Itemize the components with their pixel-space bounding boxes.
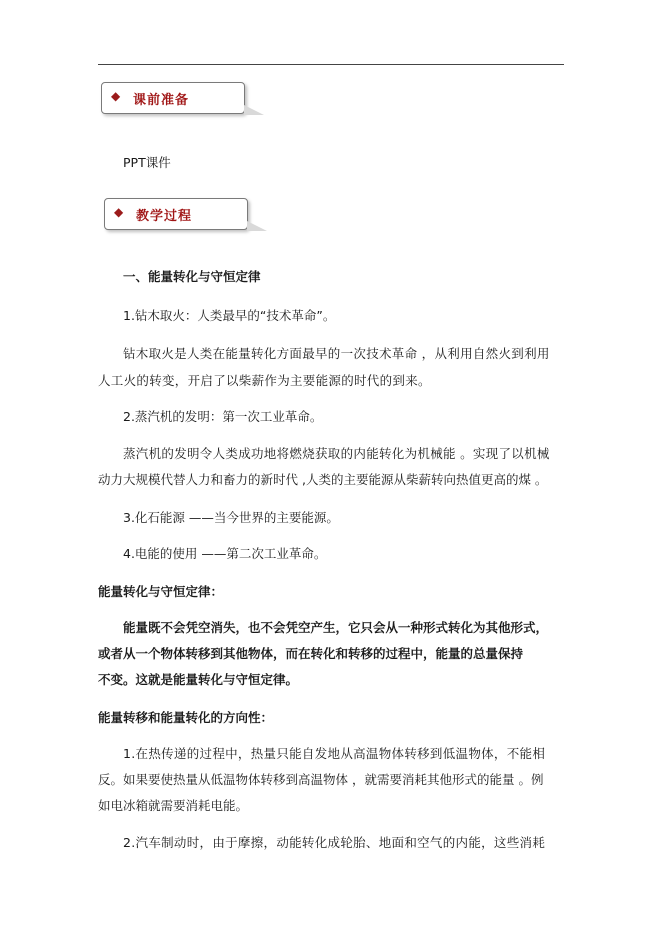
- law-line: 或者从一个物体转移到其他物体，而在转化和转移的过程中，能量的总量保持: [98, 646, 524, 661]
- law-line: 不变。这就是能量转化与守恒定律。: [98, 672, 299, 687]
- paragraph-line: 1.在热传递的过程中，热量只能自发地从高温物体转移到低温物体，不能相: [123, 746, 546, 761]
- paragraph: 1.钻木取火：人类最早的“技术革命”。: [123, 308, 336, 323]
- paragraph: 2.蒸汽机的发明：第一次工业革命。: [123, 409, 323, 424]
- section-heading-process: [104, 198, 248, 230]
- paragraph: 3.化石能源 ——当今世界的主要能源。: [123, 510, 339, 525]
- header-rule: [98, 64, 564, 65]
- paragraph-line: 人工火的转变，开启了以柴薪作为主要能源的时代的到来。: [98, 373, 431, 388]
- heading-energy-conversion: 一、能量转化与守恒定律: [123, 269, 261, 284]
- heading-shadow: [247, 221, 267, 231]
- heading-shadow: [244, 105, 264, 115]
- paragraph-line: 动力大规模代替人力和畜力的新时代 ,人类的主要能源从柴薪转向热值更高的煤 。: [98, 472, 548, 487]
- diamond-icon: ◆: [111, 89, 121, 103]
- heading-law: 能量转化与守恒定律：: [98, 584, 224, 599]
- paragraph-line: 反。如果要使热量从低温物体转移到高温物体 ，就需要消耗其他形式的能量 。例: [98, 772, 544, 787]
- paragraph-line: 2.汽车制动时，由于摩擦，动能转化成轮胎、地面和空气的内能，这些消耗: [123, 835, 546, 850]
- section-title: 课前准备: [133, 93, 190, 108]
- paragraph: 4.电能的使用 ——第二次工业革命。: [123, 546, 327, 561]
- prep-text: PPT课件: [123, 155, 171, 170]
- law-line: 能量既不会凭空消失，也不会凭空产生，它只会从一种形式转化为其他形式，: [123, 620, 549, 635]
- paragraph-line: 蒸汽机的发明令人类成功地将燃烧获取的内能转化为机械能 。实现了以机械: [123, 446, 550, 461]
- diamond-icon: ◆: [114, 205, 124, 219]
- paragraph-line: 如电冰箱就需要消耗电能。: [98, 798, 249, 813]
- section-title: 教学过程: [136, 209, 193, 224]
- heading-direction: 能量转移和能量转化的方向性：: [98, 710, 274, 725]
- paragraph-line: 钻木取火是人类在能量转化方面最早的一次技术革命 ，从利用自然火到利用: [123, 346, 550, 361]
- section-heading-prep: [101, 82, 245, 114]
